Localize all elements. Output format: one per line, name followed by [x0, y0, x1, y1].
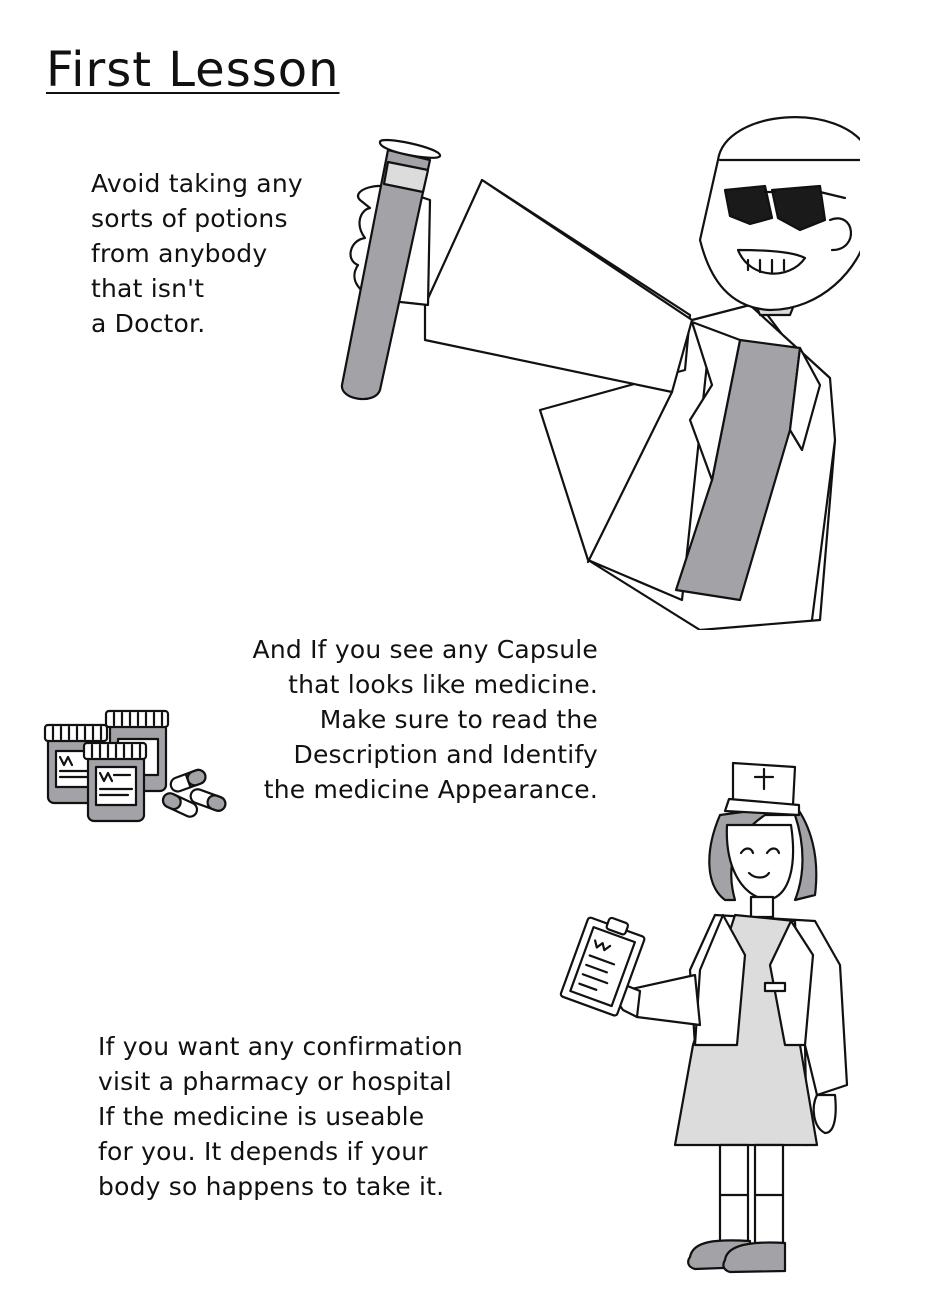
text-line: from anybody — [91, 239, 268, 268]
text-line: Avoid taking any — [91, 169, 303, 198]
text-line: for you. It depends if your — [98, 1137, 428, 1166]
text-line: sorts of potions — [91, 204, 288, 233]
medicine-bottles-and-capsules-illustration — [40, 705, 230, 830]
nurse-with-clipboard-illustration — [555, 755, 855, 1280]
text-line: visit a pharmacy or hospital — [98, 1067, 452, 1096]
text-line: And If you see any Capsule — [252, 635, 598, 664]
text-line: a Doctor. — [91, 309, 206, 338]
lesson-paragraph-potions — [91, 166, 303, 341]
doctor-with-test-tube-illustration — [320, 100, 860, 630]
text-line: that looks like medicine. — [288, 670, 598, 699]
page-title: First Lesson — [46, 42, 340, 98]
lesson-paragraph-capsules — [236, 632, 598, 807]
text-line: Make sure to read the — [319, 705, 598, 734]
text-line: If the medicine is useable — [98, 1102, 425, 1131]
text-line: Description and Identify — [293, 740, 598, 769]
lesson-paragraph-confirmation — [98, 1029, 463, 1204]
text-line: If you want any confirmation — [98, 1032, 463, 1061]
text-line: that isn't — [91, 274, 205, 303]
text-line: the medicine Appearance. — [263, 775, 598, 804]
text-line: body so happens to take it. — [98, 1172, 445, 1201]
